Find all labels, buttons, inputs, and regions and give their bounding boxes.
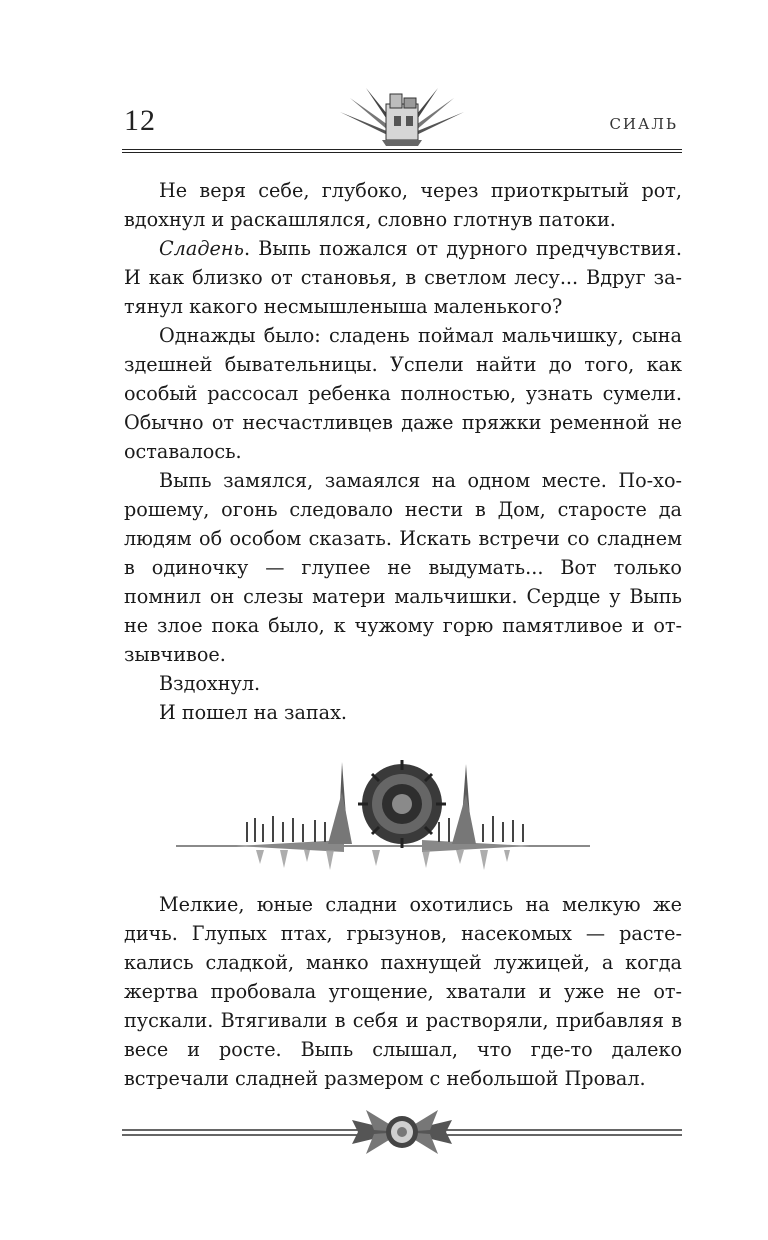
page-header <box>122 76 682 156</box>
page-number: 12 <box>124 104 156 137</box>
header-rule-top <box>122 149 682 150</box>
italic-term: Сладень <box>159 237 244 260</box>
paragraph: Не веря себе, глубоко, через приоткрытый рот, вдохнул и раскашлялся, словно глотнув патоки. <box>124 179 682 231</box>
running-title: СИАЛЬ <box>609 115 678 133</box>
paragraph-text: . Выпь пожался от дурного предчувствия. И как близко от становья, в светлом лесу... Вдруг затянул какого несмышленыша маленького? <box>124 237 682 318</box>
text-block-1 <box>124 176 682 727</box>
paragraph: Однажды было: сладень поймал мальчишку, сына здешней бывательницы. Успели найти до того, как особый рассосал ребенка полностью, узнать сумели. Обычно от несчастливцев даже пряжки ременной не оставалось. <box>124 324 682 463</box>
text-block-2 <box>124 890 682 1093</box>
paragraph: Выпь замялся, замаялся на одном месте. По-хорошему, огонь следовало нести в Дом, старосте да людям об особом сказать. Искать встречи со сладнем в одиночку — глупее не выдумать... Вот только помнил он слезы матери мальчишки. Сердце у Выпь не злое пока было, к чужому горю памятливое и отзывчивое. <box>124 469 682 666</box>
header-ornament-icon <box>332 76 472 148</box>
section-separator-ornament-icon <box>176 752 590 874</box>
header-rule-bottom <box>122 152 682 153</box>
paragraph: Вздохнул. <box>159 672 261 695</box>
footer-ornament-icon <box>122 1100 682 1160</box>
paragraph: Мелкие, юные сладни охотились на мелкую же дичь. Глупых птах, грызунов, насекомых — растекались сладкой, манко пахнущей лужицей, а когда жертва пробовала угощение, хватали и уже не отпускали. Втягивали в себя и растворяли, прибавляя в весе и росте. Выпь слышал, что где-то далеко встречали сладней размером с небольшой Провал. <box>124 893 682 1090</box>
paragraph: И пошел на запах. <box>159 701 348 724</box>
paragraph <box>124 234 682 321</box>
